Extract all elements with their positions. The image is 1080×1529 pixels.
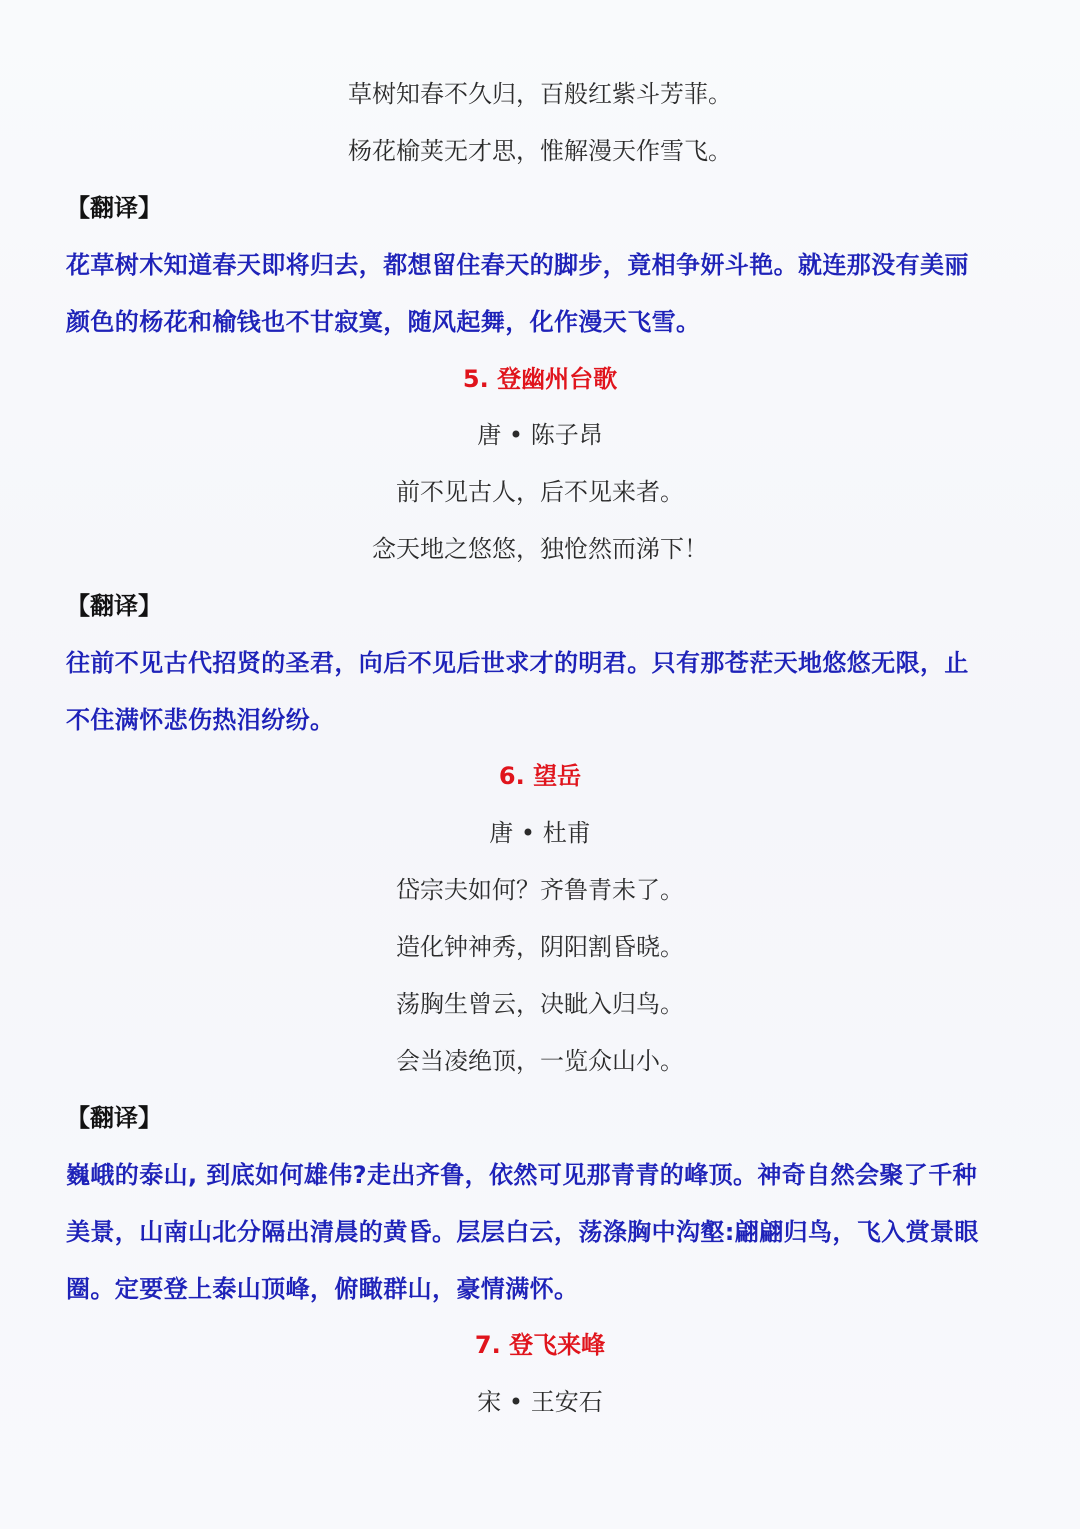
translation-line: 往前不见古代招贤的圣君，向后不见后世求才的明君。只有那苍茫天地悠悠无限，止 bbox=[66, 649, 969, 677]
poem-title: 7. 登飞来峰 bbox=[474, 1331, 606, 1359]
poem-line: 念天地之悠悠，独怆然而涕下！ bbox=[372, 535, 708, 563]
poem-line: 草树知春不久归，百般红紫斗芳菲。 bbox=[348, 80, 732, 108]
poem-line: 杨花榆荚无才思，惟解漫天作雪飞。 bbox=[348, 137, 732, 165]
poem-author: 宋 • 王安石 bbox=[477, 1388, 603, 1416]
translation-line: 颜色的杨花和榆钱也不甘寂寞，随风起舞，化作漫天飞雪。 bbox=[66, 308, 701, 336]
poem-line: 前不见古人，后不见来者。 bbox=[396, 478, 684, 506]
translation-line: 不住满怀悲伤热泪纷纷。 bbox=[66, 706, 335, 734]
poem-line: 会当凌绝顶，一览众山小。 bbox=[396, 1047, 684, 1075]
poem-line: 岱宗夫如何？齐鲁青未了。 bbox=[396, 876, 684, 904]
poem-line: 荡胸生曾云，决眦入归鸟。 bbox=[396, 990, 684, 1018]
translation-label: 【翻译】 bbox=[66, 1104, 162, 1132]
poem-title: 5. 登幽州台歌 bbox=[462, 365, 618, 393]
poem-author: 唐 • 陈子昂 bbox=[477, 421, 603, 449]
translation-line: 美景，山南山北分隔出清晨的黄昏。层层白云，荡涤胸中沟壑:翩翩归鸟，飞入赏景眼 bbox=[66, 1218, 979, 1246]
poem-line: 造化钟神秀，阴阳割昏晓。 bbox=[396, 933, 684, 961]
poem-author: 唐 • 杜甫 bbox=[489, 819, 591, 847]
translation-line: 花草树木知道春天即将归去，都想留住春天的脚步，竟相争妍斗艳。就连那没有美丽 bbox=[66, 251, 969, 279]
poem-title: 6. 望岳 bbox=[498, 762, 582, 790]
translation-label: 【翻译】 bbox=[66, 592, 162, 620]
translation-line: 巍峨的泰山, 到底如何雄伟?走出齐鲁，依然可见那青青的峰顶。神奇自然会聚了千种 bbox=[66, 1161, 977, 1189]
translation-line: 圈。定要登上泰山顶峰，俯瞰群山，豪情满怀。 bbox=[66, 1275, 579, 1303]
translation-label: 【翻译】 bbox=[66, 194, 162, 222]
